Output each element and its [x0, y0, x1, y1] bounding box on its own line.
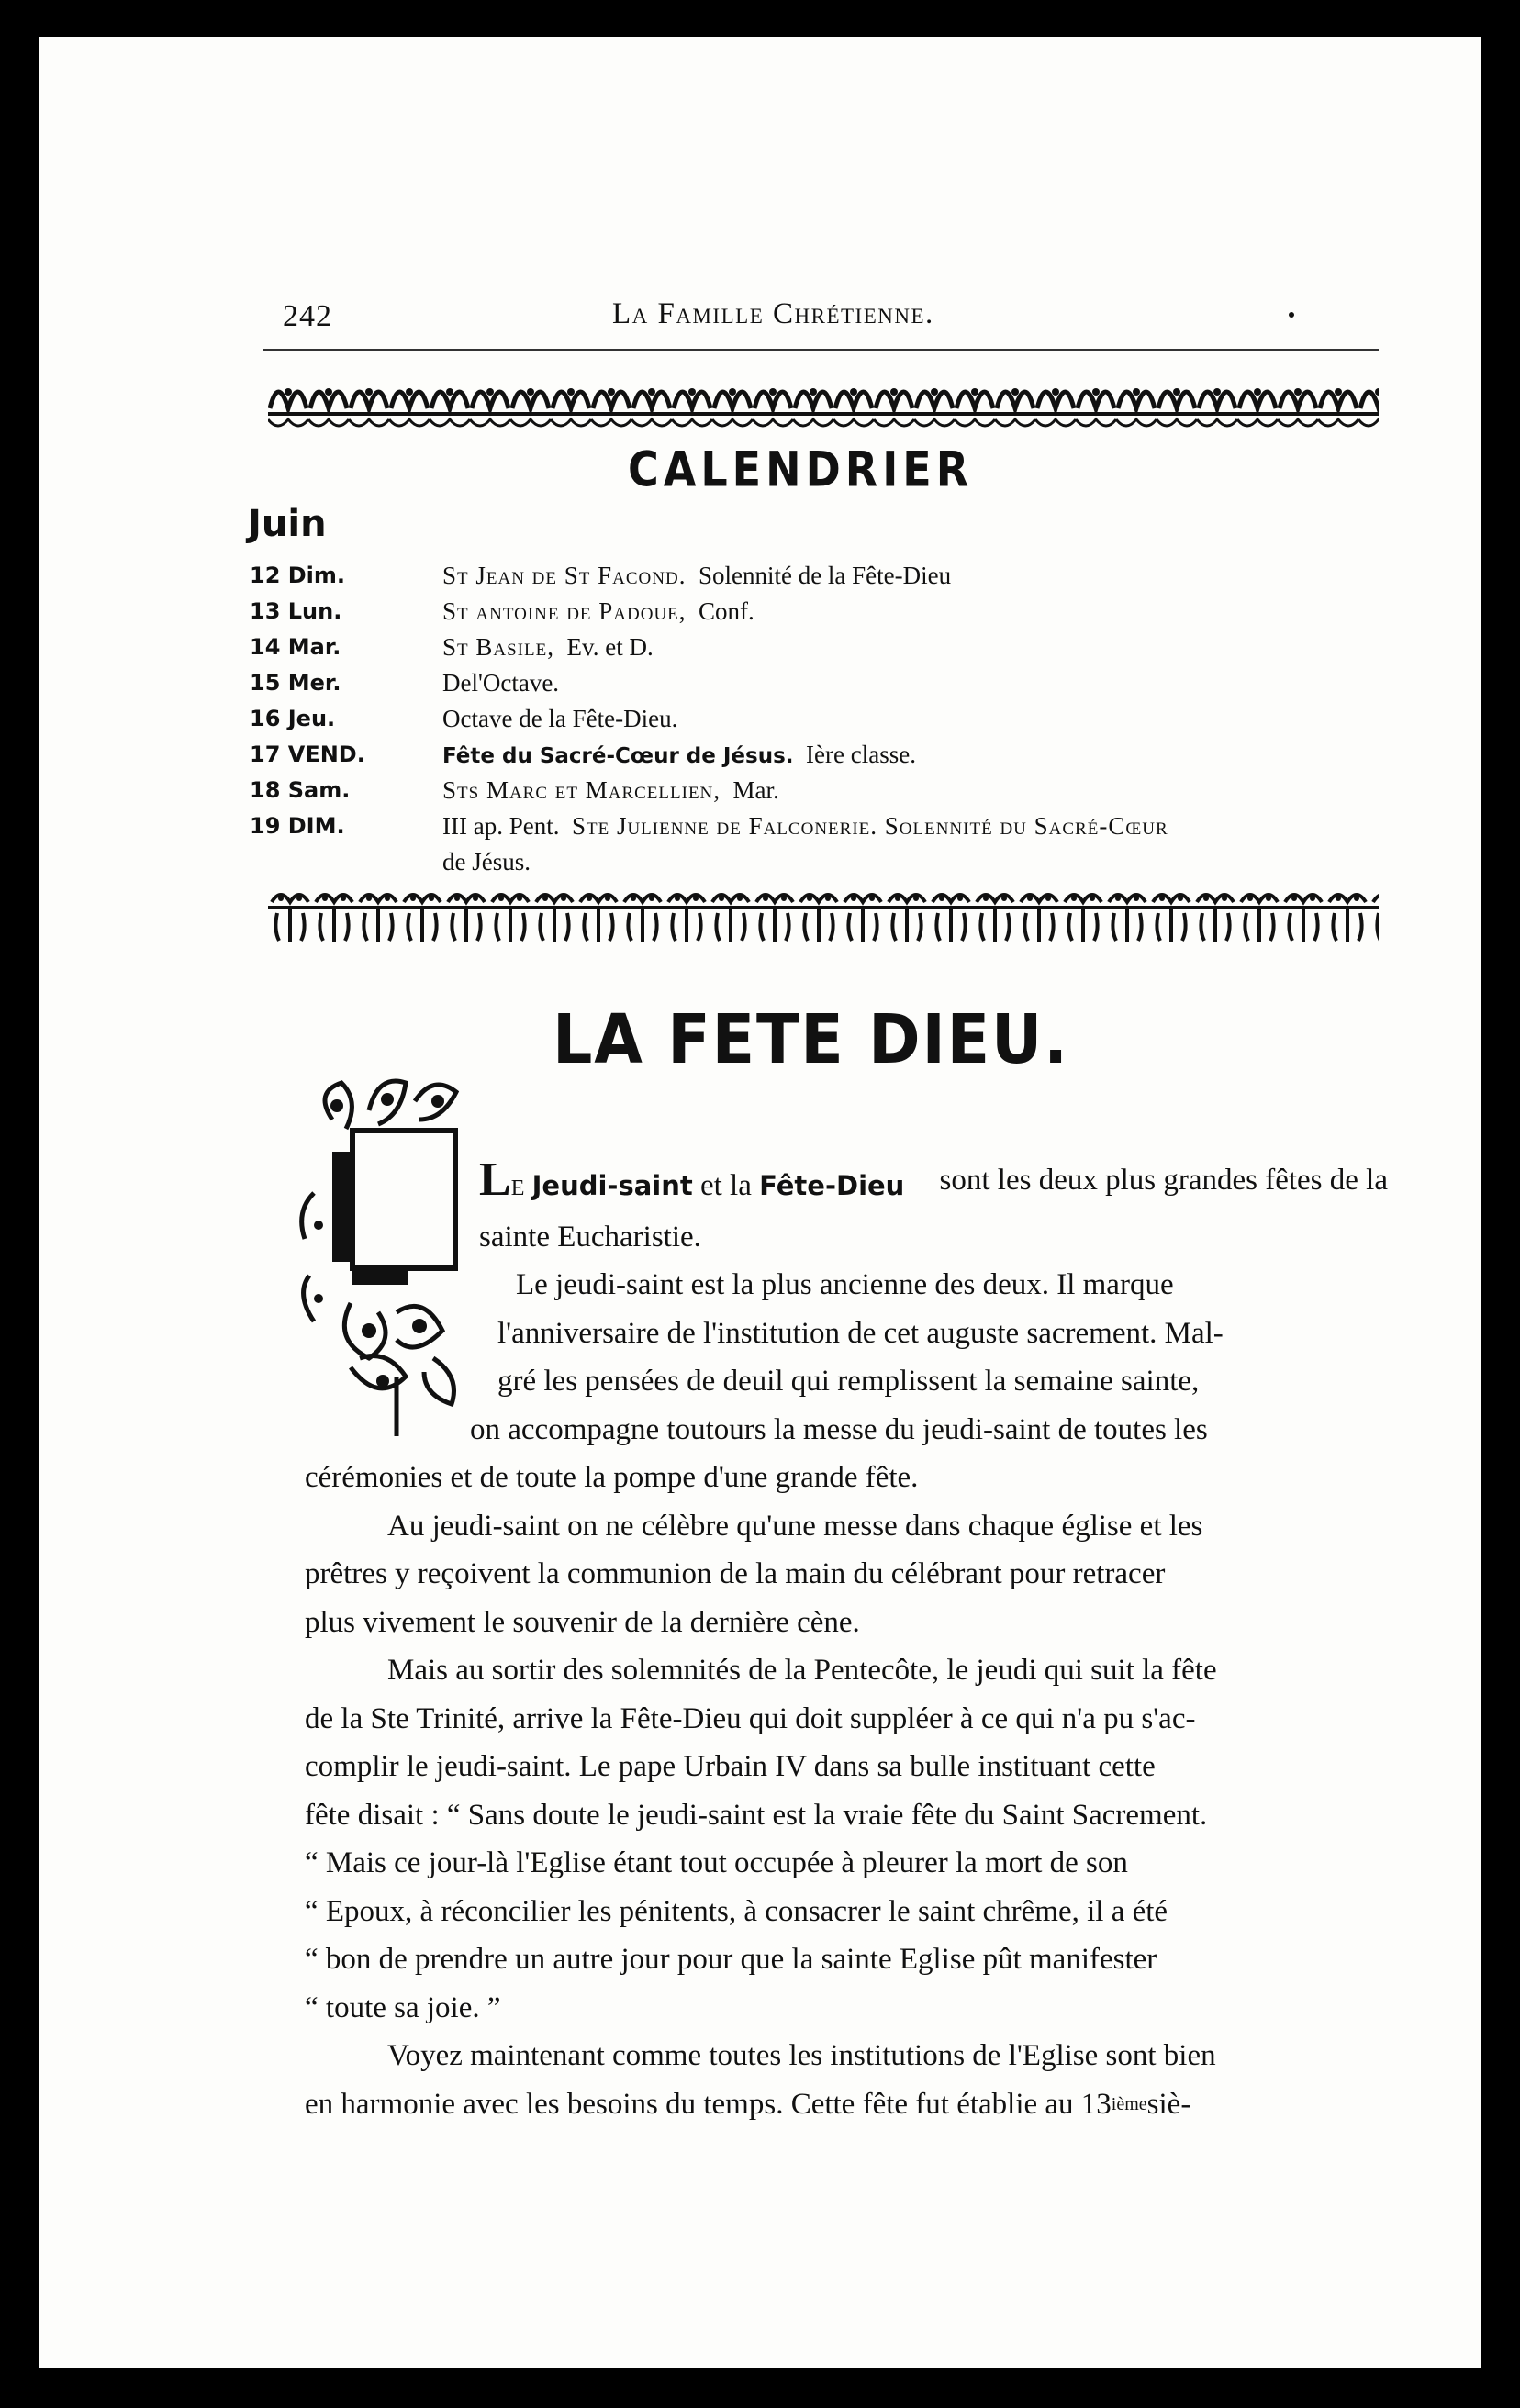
calendar-entry — [442, 594, 754, 630]
drop-cap: L — [479, 1154, 511, 1206]
text-line: fête disait : “ Sans doute le jeudi-saint est la vraie fête du Saint Sacrement. — [305, 1798, 1208, 1832]
month-label: Juin — [248, 503, 327, 545]
text-line: “ bon de prendre un autre jour pour que la sainte Eglise pût manifester — [305, 1943, 1157, 1976]
calendar-entry — [442, 630, 654, 665]
text-line: plus vivement le souvenir de la dernière cène. — [305, 1605, 860, 1639]
calendar-note: Ière classe. — [806, 741, 916, 768]
calendar-day: 17 VEND. — [250, 741, 365, 767]
text-line: gré les pensées de deuil qui remplissent la semaine sainte, — [497, 1365, 1200, 1398]
calendar-row — [250, 630, 1406, 665]
scanned-page — [39, 37, 1481, 2368]
text-line — [305, 2080, 1388, 2129]
feast-name: Fête du Sacré-Cœur de Jésus. — [442, 744, 794, 768]
article-body — [305, 1156, 1388, 2128]
calendar-note: Conf. — [699, 597, 754, 625]
bold-term: Fête-Dieu — [759, 1170, 905, 1201]
calendar-day: 13 Lun. — [250, 598, 342, 624]
middle-ornament-band — [268, 886, 1379, 954]
text-line: sainte Eucharistie. — [479, 1220, 701, 1254]
calendar-row — [250, 558, 1406, 594]
text-line: l'anniversaire de l'institution de cet auguste sacrement. Mal- — [497, 1316, 1224, 1350]
header-dot — [1289, 312, 1294, 318]
calendar-row — [250, 773, 1406, 808]
text-line: “ Epoux, à réconcilier les pénitents, à consacrer le saint chrême, il a été — [305, 1894, 1168, 1928]
drop-cap-rest: E — [510, 1176, 525, 1200]
saint-name: St Jean de St Facond. — [442, 562, 687, 589]
text-line: Mais au sortir des solemnités de la Pentecôte, le jeudi qui suit la fête — [387, 1654, 1217, 1687]
calendar-entry — [442, 558, 951, 594]
calendar-row — [250, 665, 1406, 701]
text-line: complir le jeudi-saint. Le pape Urbain IV dans sa bulle instituant cette — [305, 1750, 1156, 1783]
calendar-day: 18 Sam. — [250, 777, 351, 803]
calendar-heading: CALENDRIER — [628, 440, 974, 498]
calendar-day: 14 Mar. — [250, 634, 341, 660]
text-line: Voyez maintenant comme toutes les institutions de l'Eglise sont bien — [387, 2039, 1216, 2072]
calendar-row — [250, 701, 1406, 737]
calendar-note: Solennité de la Fête-Dieu — [698, 562, 952, 589]
text-line: “ toute sa joie. ” — [305, 1990, 501, 2024]
text-segment: sont les deux plus grandes fêtes de la — [939, 1164, 1388, 1197]
calendar-entry — [442, 737, 916, 775]
calendar-day: 15 Mer. — [250, 670, 341, 696]
text-line — [305, 1156, 1388, 1213]
calendar-note: Mar. — [732, 776, 779, 804]
text-line: Le jeudi-saint est la plus ancienne des deux. Il marque — [516, 1268, 1174, 1301]
text-line: Au jeudi-saint on ne célèbre qu'une messe dans chaque église et les — [387, 1509, 1203, 1543]
superscript: ième — [1111, 2093, 1147, 2114]
text-segment: en harmonie avec les besoins du temps. Cette fête fut établie au 13 — [305, 2087, 1112, 2121]
saint-name: Sts Marc et Marcellien, — [442, 776, 721, 804]
calendar-entry — [442, 808, 1168, 844]
article-title: LA FETE DIEU. — [553, 1000, 1069, 1079]
text-segment: siè- — [1146, 2087, 1191, 2121]
calendar-continuation: de Jésus. — [442, 848, 531, 875]
saint-name: St Basile, — [442, 633, 554, 661]
calendar-day: 12 Dim. — [250, 563, 346, 588]
calendar-entry: Del'Octave. — [442, 669, 560, 697]
bold-term: Jeudi-saint — [531, 1170, 693, 1201]
calendar-note: Ev. et D. — [566, 633, 654, 661]
calendar-entry — [442, 773, 779, 808]
calendar-row — [250, 737, 1406, 773]
calendar-row — [250, 594, 1406, 630]
calendar-row — [250, 808, 1406, 844]
text-line: de la Ste Trinité, arrive la Fête-Dieu qui doit suppléer à ce qui n'a pu s'ac- — [305, 1701, 1196, 1735]
calendar-entry: Octave de la Fête-Dieu. — [442, 705, 678, 732]
text-line: cérémonies et de toute la pompe d'une grande fête. — [305, 1461, 919, 1494]
calendar-note: Ste Julienne de Falconerie. Solennité du Sacré-Cœur — [571, 812, 1168, 840]
text-line: “ Mais ce jour-là l'Eglise étant tout occupée à pleurer la mort de son — [305, 1846, 1128, 1879]
top-ornament-band — [268, 372, 1379, 436]
saint-name: St antoine de Padoue, — [442, 597, 687, 625]
drop-cap-word: LE Jeudi-saint et la Fête-Dieu — [479, 1154, 905, 1206]
calendar-day: 19 DIM. — [250, 813, 345, 839]
text-line: prêtres y reçoivent la communion de la main du célébrant pour retracer — [305, 1557, 1166, 1590]
page-number: 242 — [283, 299, 332, 333]
calendar-week: III ap. Pent. — [442, 812, 560, 840]
calendar-list — [250, 558, 1406, 880]
calendar-day: 16 Jeu. — [250, 706, 336, 731]
header-rule — [263, 349, 1379, 351]
running-title: La Famille Chrétienne. — [612, 297, 934, 330]
text-line: on accompagne toutours la messe du jeudi-saint de toutes les — [470, 1412, 1208, 1446]
